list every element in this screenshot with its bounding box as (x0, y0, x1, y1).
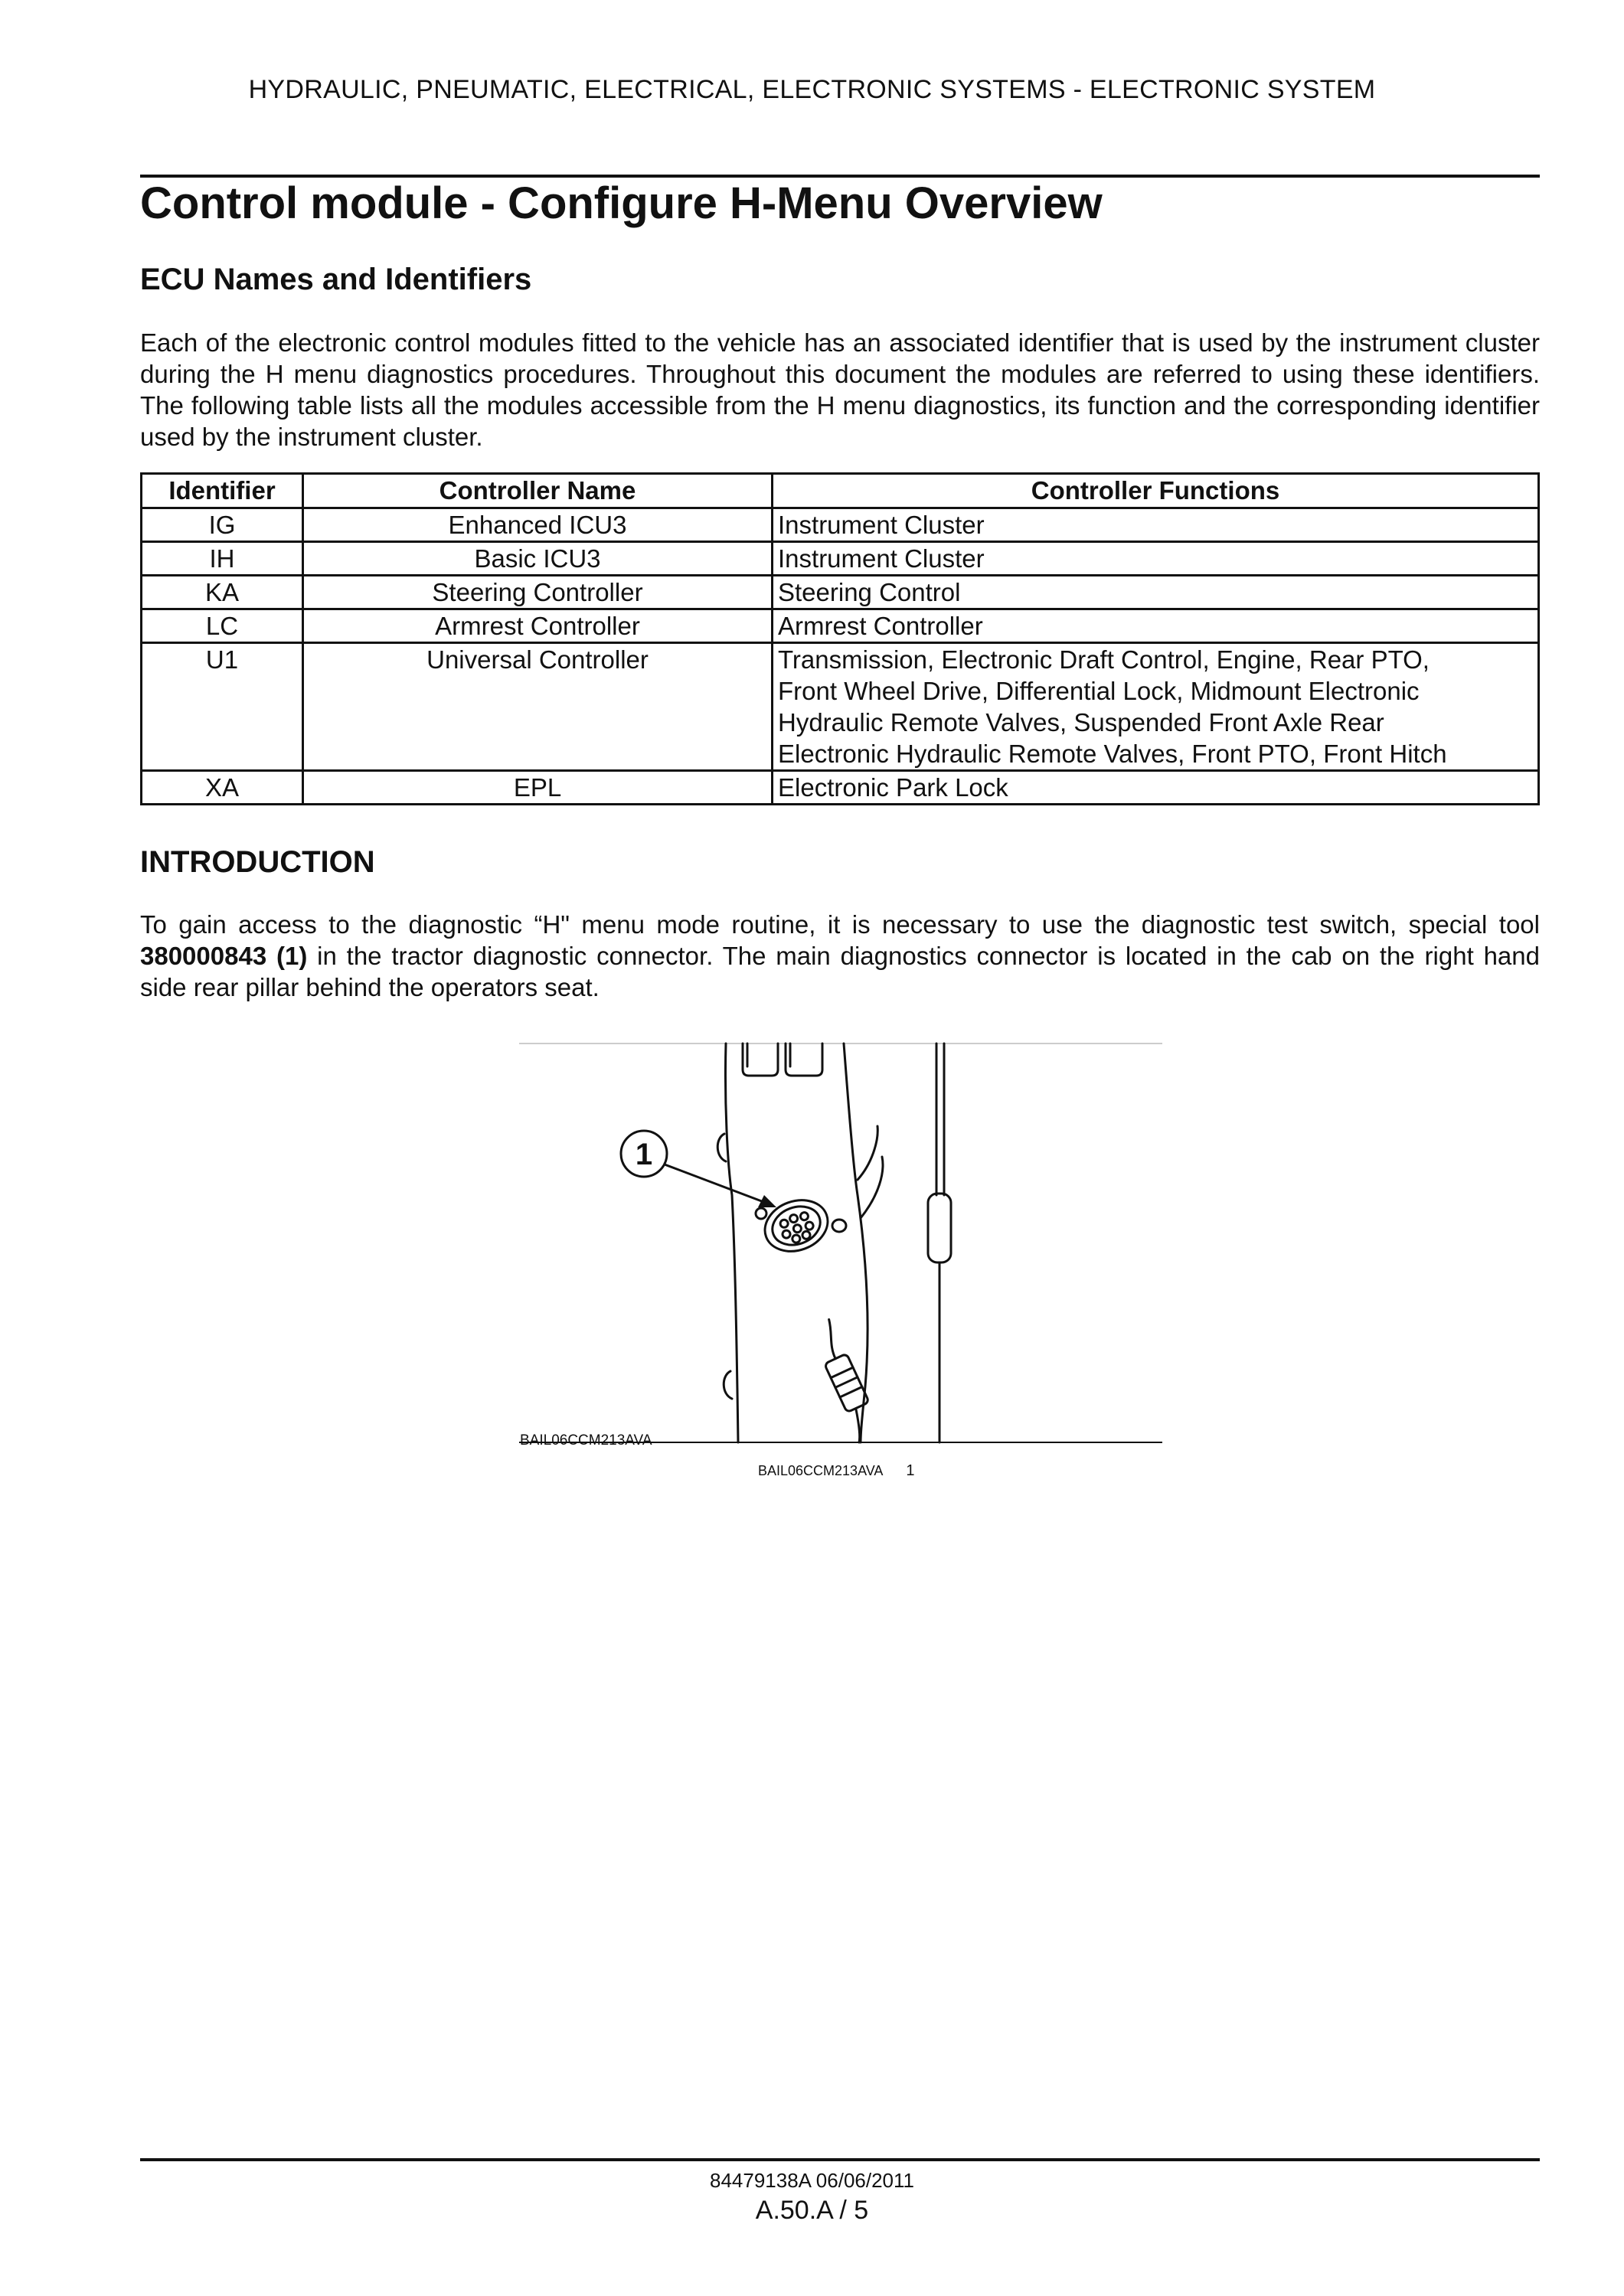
controller-name-cell: EPL (303, 771, 773, 805)
intro-text-before: To gain access to the diagnostic “H" menu mode routine, it is necessary to use the diagnostic test switch, special tool (140, 910, 1540, 939)
identifier-cell: LC (142, 609, 303, 643)
identifier-cell: XA (142, 771, 303, 805)
table-row (142, 542, 1539, 576)
table-row (142, 508, 1539, 542)
function-line: Instrument Cluster (778, 511, 985, 539)
controller-functions-cell (773, 643, 1539, 771)
identifier-cell: IG (142, 508, 303, 542)
ecu-intro-paragraph: Each of the electronic control modules fitted to the vehicle has an associated identifier that is used by the instrument cluster during the H menu diagnostics procedures. Throughout this document the modules are referred to using these identifiers. The following table lists all the modules accessible from the H menu diagnostics, its function and the corresponding identifier used by the instrument cluster. (140, 328, 1540, 451)
section-heading-ecu-names: ECU Names and Identifiers (140, 263, 532, 296)
table-row (142, 643, 1539, 771)
footer-rule (140, 2158, 1540, 2161)
figure-caption-number: 1 (906, 1462, 915, 1479)
function-line: Electronic Hydraulic Remote Valves, Front PTO, Front Hitch (778, 740, 1447, 768)
controller-functions-cell (773, 771, 1539, 805)
controller-name-cell: Steering Controller (303, 576, 773, 609)
page-title: Control module - Configure H-Menu Overview (140, 178, 1103, 228)
column-header-controller-functions: Controller Functions (773, 474, 1539, 508)
function-line: Instrument Cluster (778, 544, 985, 573)
function-line: Front Wheel Drive, Differential Lock, Midmount Electronic (778, 677, 1420, 705)
function-line: Electronic Park Lock (778, 773, 1008, 802)
figure-callout-number: 1 (635, 1138, 653, 1171)
table-row (142, 771, 1539, 805)
controller-functions-cell (773, 542, 1539, 576)
special-tool-number: 380000843 (1) (140, 942, 308, 970)
intro-text-after: in the tractor diagnostic connector. The main diagnostics connector is located in the cab on the right hand side rear pillar behind the operators seat. (140, 942, 1540, 1001)
identifier-cell: U1 (142, 643, 303, 771)
footer-page-number: A.50.A / 5 (755, 2196, 869, 2225)
diagnostic-connector-illustration (519, 1042, 1162, 1448)
introduction-paragraph (140, 909, 1540, 1003)
identifier-cell: KA (142, 576, 303, 609)
function-line: Steering Control (778, 578, 961, 606)
figure-image-code: BAIL06CCM213AVA (520, 1432, 652, 1448)
controller-name-cell: Universal Controller (303, 643, 773, 771)
function-line: Transmission, Electronic Draft Control, Engine, Rear PTO, (778, 645, 1430, 674)
table-row (142, 609, 1539, 643)
controller-name-cell: Enhanced ICU3 (303, 508, 773, 542)
footer-document-code: 84479138A 06/06/2011 (709, 2169, 914, 2192)
identifier-cell: IH (142, 542, 303, 576)
ecu-identifier-table (140, 472, 1540, 805)
column-header-controller-name: Controller Name (303, 474, 773, 508)
table-header-row (142, 474, 1539, 508)
running-header: HYDRAULIC, PNEUMATIC, ELECTRICAL, ELECTRONIC SYSTEMS - ELECTRONIC SYSTEM (248, 75, 1376, 104)
function-line: Hydraulic Remote Valves, Suspended Front Axle Rear (778, 708, 1384, 736)
figure-caption-code: BAIL06CCM213AVA (758, 1463, 884, 1478)
controller-functions-cell (773, 609, 1539, 643)
controller-functions-cell (773, 508, 1539, 542)
section-heading-introduction: INTRODUCTION (140, 845, 375, 879)
controller-name-cell: Armrest Controller (303, 609, 773, 643)
controller-name-cell: Basic ICU3 (303, 542, 773, 576)
column-header-identifier: Identifier (142, 474, 303, 508)
function-line: Armrest Controller (778, 612, 983, 640)
controller-functions-cell (773, 576, 1539, 609)
figure-caption (758, 1462, 915, 1480)
table-row (142, 576, 1539, 609)
